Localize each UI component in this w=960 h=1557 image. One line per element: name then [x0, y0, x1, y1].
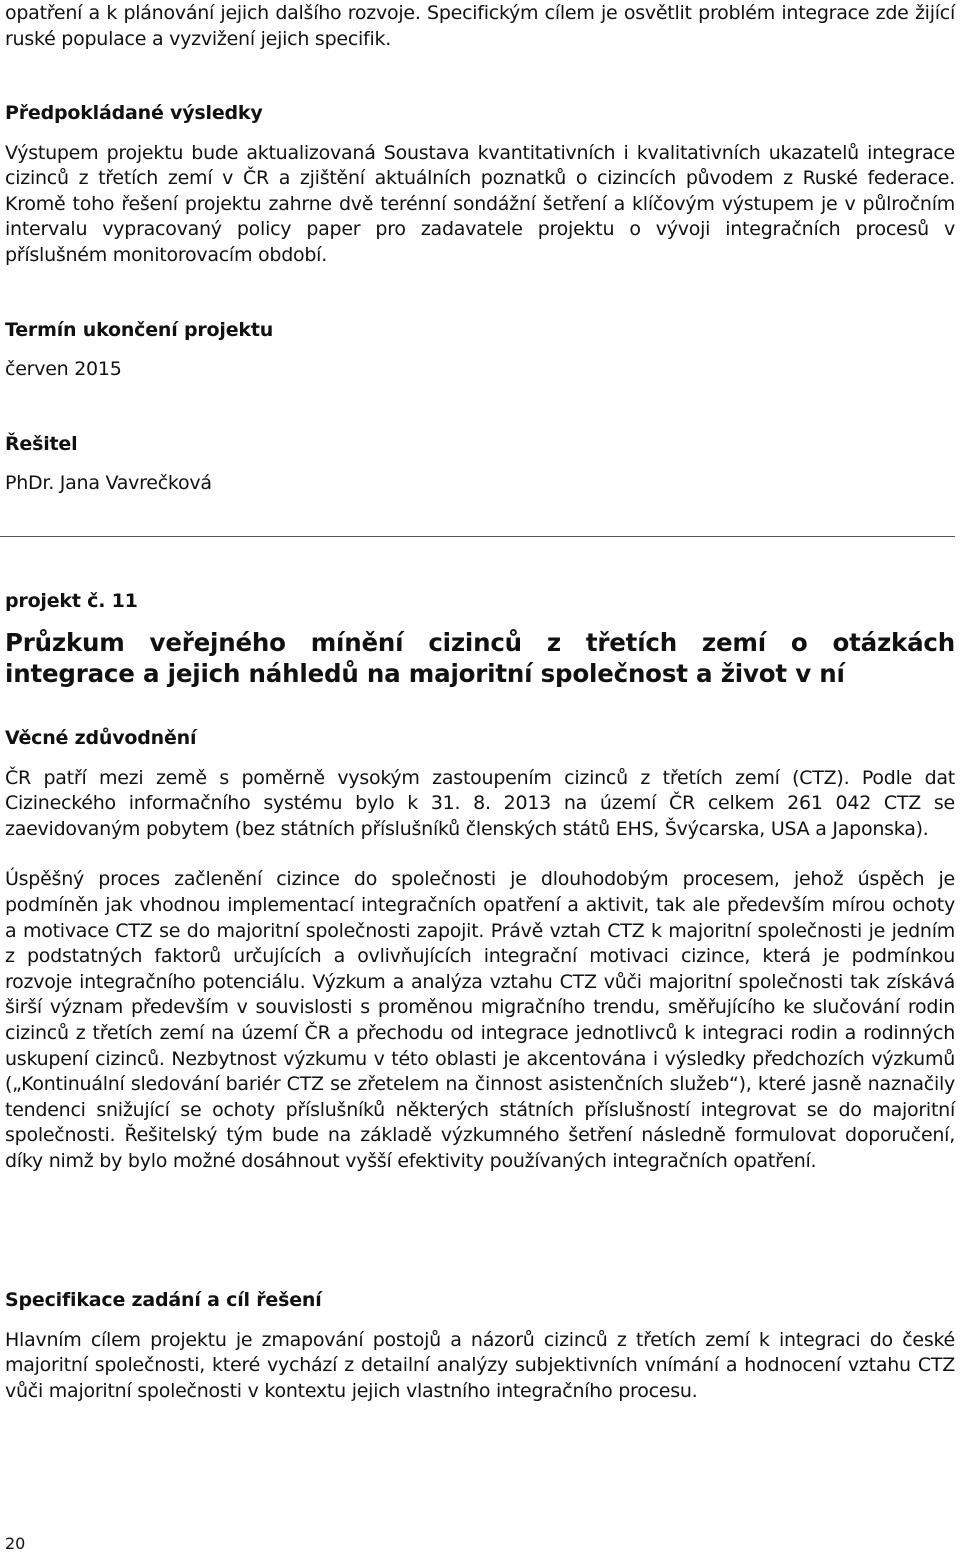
page-number: 20 [5, 1534, 26, 1553]
section-divider [0, 536, 955, 537]
specification-section [5, 1288, 955, 1404]
expected-results-paragraph: Výstupem projektu bude aktualizovaná Soustava kvantitativních i kvalitativních ukazatelů integrace cizinců z třetích zemí v ČR a zjištění aktuálních poznatků o cizincích původem z Ruské federace. Kromě toho řešení projektu zahrne dvě terénní sondážní šetření a klíčovým výstupem je v půlročním intervalu vypracovaný policy paper pro zadavatele projektu o vývoji integračních procesů v příslušném monitorovacím období. [5, 141, 955, 266]
intro-paragraph: opatření a k plánování jejich dalšího rozvoje. Specifickým cílem je osvětlit problém integrace zde žijící ruské populace a vyzvižení jejich specifik. [5, 2, 955, 50]
deadline-section [5, 318, 955, 382]
specification-heading: Specifikace zadání a cíl řešení [5, 1289, 322, 1311]
project-title: Průzkum veřejného mínění cizinců z třetích zemí o otázkách integrace a jejich náhledů na majoritní společnost a život v ní [5, 628, 955, 688]
deadline-value: červen 2015 [5, 357, 122, 380]
expected-results-heading: Předpokládané výsledky [5, 102, 263, 124]
justification-heading: Věcné zdůvodnění [5, 727, 197, 749]
project-number: projekt č. 11 [5, 590, 138, 612]
project-header [5, 589, 955, 615]
justification-paragraph-2: Úspěšný proces začlenění cizince do společnosti je dlouhodobým procesem, jehož úspěch je podmíněn jak vhodnou implementací integračních opatření a aktivit, tak ale především mírou ochoty a motivace CTZ se do majoritní společnosti zapojit. Právě vztah CTZ k majoritní společnosti je jedním z podstatných faktorů určujících a ovlivňujících integrační motivaci cizince, která je podmínkou rozvoje integračního potenciálu. Výzkum a analýza vztahu CTZ vůči majoritní společnosti tak získává širší význam především v souvislosti s proměnou migračního trendu, směřujícího ke slučování rodin cizinců z třetích zemí na území ČR a přechodu od integrace jednotlivců k integraci rodin a rodinných uskupení cizinců. Nezbytnost výzkumu v této oblasti je akcentována i výsledky předchozích výzkumů („Kontinuální sledování bariér CTZ se zřetelem na činnost asistenčních služeb“), které jasně naznačily tendenci snižující se ochoty příslušníků některých státních příslušností integrovat se do majoritní společnosti. Řešitelský tým bude na základě výzkumného šetření následně formulovat doporučení, díky nimž by bylo možné dosáhnout vyšší efektivity používaných integračních opatření. [5, 868, 955, 1172]
justification-paragraph-1: ČR patří mezi země s poměrně vysokým zastoupením cizinců z třetích zemí (CTZ). Podle dat Cizineckého informačního systému bylo k 31. 8. 2013 na území ČR celkem 261 042 CTZ se zaevidovaným pobytem (bez státních příslušníků členských států EHS, Švýcarska, USA a Japonska). [5, 766, 955, 840]
solver-section [5, 432, 955, 496]
expected-results-section [5, 101, 955, 269]
solver-value: PhDr. Jana Vavrečková [5, 471, 212, 494]
solver-heading: Řešitel [5, 433, 78, 455]
intro-block [5, 1, 955, 52]
specification-paragraph: Hlavním cílem projektu je zmapování postojů a názorů cizinců z třetích zemí k integraci do české majoritní společnosti, které vychází z detailní analýzy subjektivních vnímání a hodnocení vztahu CTZ vůči majoritní společnosti v kontextu jejich vlastního integračního procesu. [5, 1328, 955, 1402]
justification-section [5, 726, 955, 1175]
deadline-heading: Termín ukončení projektu [5, 319, 274, 341]
project-title-block [5, 627, 955, 689]
